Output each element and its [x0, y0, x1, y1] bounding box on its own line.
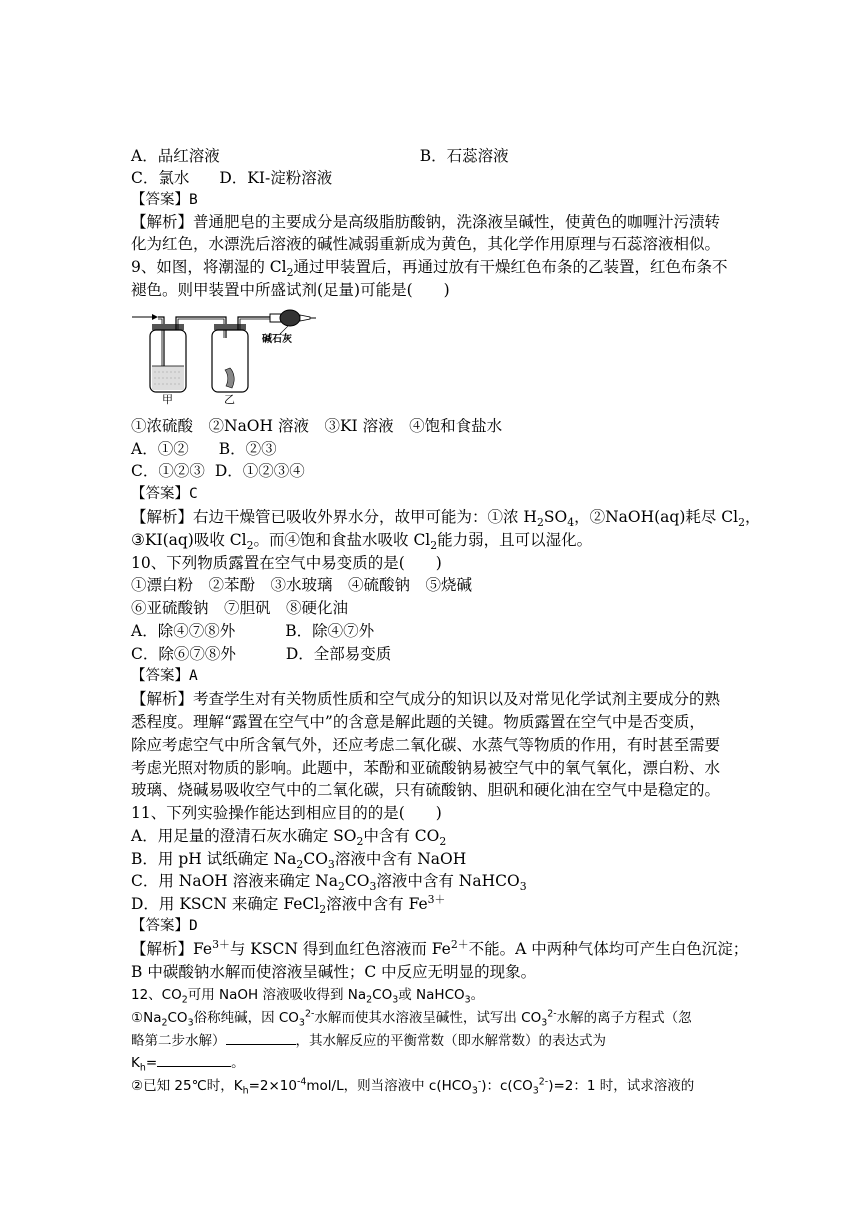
q8-option-d: D．KI-淀粉溶液	[219, 169, 333, 187]
q8-option-c: C．氯水	[131, 169, 190, 187]
q8-answer: 【答案】B	[131, 192, 198, 208]
q11-analysis-2: B 中碳酸钠水解而使溶液呈碱性；C 中反应无明显的现象。	[131, 963, 537, 981]
q10-option-c: C．除⑥⑦⑧外	[131, 645, 236, 663]
q11-option-d: D．用 KSCN 来确定 FeCl$_2$溶液中含有 $Fe^{3+}$	[131, 892, 446, 917]
q12-part1-line3: $K_h=$ 。	[131, 1052, 245, 1074]
q12-stem: 12、$CO_2$可用 NaOH 溶液吸收得到 $Na_2CO_3$或 NaHCO$_3$。	[131, 987, 485, 1006]
q10-option-b: B．除④⑦外	[285, 622, 375, 640]
q10-analysis-5: 玻璃、烧碱易吸收空气中的二氧化碳，只有硫酸钠、胆矾和硬化油在空气中是稳定的。	[131, 781, 721, 799]
q9-option-d: D．①②③④	[214, 462, 305, 480]
q10-items-row2: ⑥亚硫酸钠 ⑦胆矾 ⑧硬化油	[131, 599, 349, 617]
q9-analysis-1: 【解析】右边干燥管已吸收外界水分，故甲可能为：①浓 $H_2SO_4$，②NaOH(aq)耗尽 $Cl_2$，	[131, 508, 761, 530]
q9-reagents: ①浓硫酸 ②NaOH 溶液 ③KI 溶液 ④饱和食盐水	[131, 417, 503, 435]
q10-analysis-1: 【解析】考查学生对有关物质性质和空气成分的知识以及对常见化学试剂主要成分的熟	[131, 690, 721, 708]
q10-answer: 【答案】A	[131, 668, 198, 684]
q9-analysis-2: ③KI(aq)吸收 $Cl_2$。而④饱和食盐水吸收 $Cl_2$能力弱，且可以湿化。	[131, 531, 593, 553]
q11-option-c: C．用 NaOH 溶液来确定 $Na_2CO_3$溶液中含有 NaHCO$_3$	[131, 872, 527, 894]
q11-option-a: A．用足量的澄清石灰水确定 $SO_2$中含有 $CO_2$	[131, 827, 447, 849]
q11-analysis-1: 【解析】$Fe^{3+}$与 KSCN 得到血红色溶液而 $Fe^{2+}$不能。A 中两种气体均可产生白色沉淀；	[131, 937, 749, 958]
q9-stem-1: 9、如图，将潮湿的 $Cl_2$通过甲装置后，再通过放有干燥红色布条的乙装置，红色布条不	[131, 258, 728, 280]
q9-options-row1	[131, 438, 277, 460]
q10-analysis-2: 悉程度。理解“露置在空气中”的含意是解此题的关键。物质露置在空气中是否变质，	[131, 713, 705, 731]
q10-options-row2	[131, 643, 391, 665]
q8-analysis-2: 化为红色，水漂洗后溶液的碱性减弱重新成为黄色，其化学作用原理与石蕊溶液相似。	[131, 235, 721, 253]
answer-blank-1[interactable]	[226, 1030, 296, 1045]
q9-option-c: C．①②③	[131, 462, 205, 480]
q9-options-row2	[131, 460, 305, 482]
q11-option-b: B．用 pH 试纸确定 $Na_2CO_3$溶液中含有 NaOH	[131, 850, 467, 872]
q12-part1-line2: 略第二步水解） ，其水解反应的平衡常数（即水解常数）的表达式为	[131, 1030, 606, 1052]
q8-options-row1	[131, 145, 509, 167]
q10-options-row1	[131, 620, 374, 642]
q10-option-d: D．全部易变质	[285, 645, 392, 663]
q12-part2-line1: ②已知 25℃时，$K_h=2\times 10^{-4}mol/L$，则当溶液中 $c(HCO_3^-)$：$c(CO_3^{2-})=2$：1 时，试求溶液的	[131, 1076, 695, 1097]
q10-analysis-4: 考虑光照对物质的影响。此题中，苯酚和亚硫酸钠易被空气中的氧气氧化，漂白粉、水	[131, 759, 721, 777]
q9-option-b: B．②③	[218, 440, 277, 458]
q11-stem: 11、下列实验操作能达到相应目的的是( )	[131, 804, 442, 822]
apparatus-figure	[130, 306, 320, 406]
fig-label-yi: 乙	[224, 393, 235, 406]
q8-options-row2	[131, 167, 332, 189]
fig-label-jia: 甲	[162, 393, 173, 406]
q11-answer: 【答案】D	[131, 918, 198, 934]
q10-stem: 10、下列物质露置在空气中易变质的是( )	[131, 554, 442, 572]
q9-stem-2: 褪色。则甲装置中所盛试剂(足量)可能是( )	[131, 281, 450, 299]
answer-blank-2[interactable]	[157, 1052, 231, 1067]
q10-items-row1: ①漂白粉 ②苯酚 ③水玻璃 ④硫酸钠 ⑤烧碱	[131, 576, 473, 594]
q10-option-a: A．除④⑦⑧外	[131, 622, 236, 640]
q8-option-a: A．品红溶液	[131, 147, 220, 165]
q9-option-a: A．①②	[131, 440, 189, 458]
q8-analysis-1: 【解析】普通肥皂的主要成分是高级脂肪酸钠，洗涤液呈碱性，使黄色的咖喱汁污渍转	[131, 213, 721, 231]
q8-option-b: B．石蕊溶液	[419, 147, 509, 165]
fig-label-soda-lime: 碱石灰	[262, 334, 292, 345]
q12-part1-line1: $①Na_2CO_3$俗称纯碱，因 $CO_3^{2-}$水解而使其水溶液呈碱性，试写出 $CO_3^{2-}$水解的离子方程式（忽	[131, 1008, 692, 1029]
q9-answer: 【答案】C	[131, 486, 198, 502]
q10-analysis-3: 除应考虑空气中所含氧气外，还应考虑二氧化碳、水蒸气等物质的作用，有时甚至需要	[131, 736, 721, 754]
